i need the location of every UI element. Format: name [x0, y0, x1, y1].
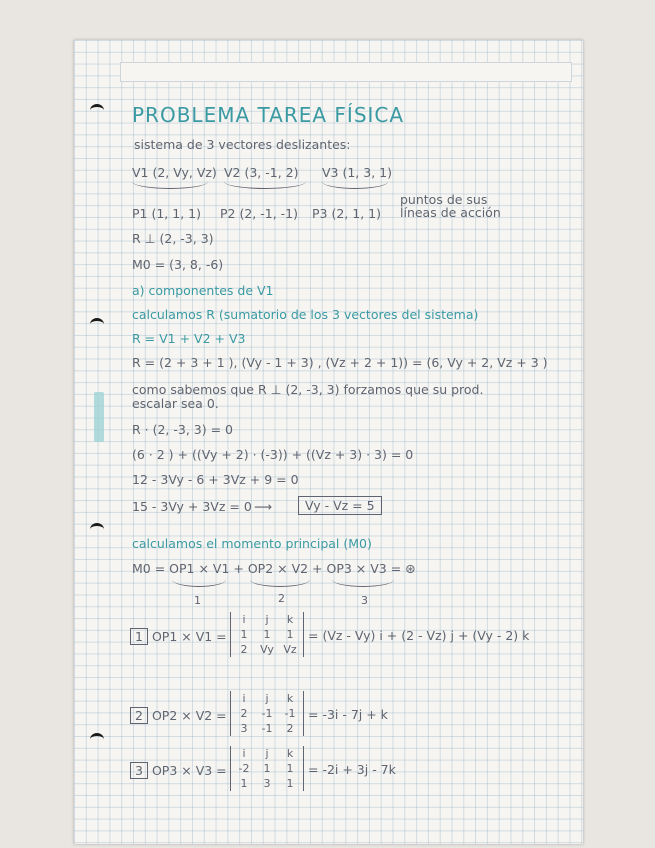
det3-label: OP3 × V3 = — [151, 763, 227, 778]
header-box — [120, 62, 572, 82]
det1-result: = (Vz - Vy) i + (2 - Vz) j + (Vy - 2) k — [308, 628, 530, 643]
det2-result: = -3i - 7j + k — [308, 707, 388, 722]
points-note-2: líneas de acción — [400, 205, 501, 220]
step-5: escalar sea 0. — [132, 396, 219, 411]
det2-row: 3 -1 2 — [240, 722, 294, 735]
step-3: R = (2 + 3 + 1 ), (Vy - 1 + 3) , (Vz + 2 + 1)) = (6, Vy + 2, Vz + 3 ) — [132, 355, 548, 370]
term-label-3: 3 — [361, 594, 368, 607]
term-label-2: 2 — [278, 592, 285, 605]
step-11: M0 = OP1 × V1 + OP2 × V2 + OP3 × V3 = ⊛ — [132, 561, 416, 576]
det1-label: OP1 × V1 = — [151, 629, 227, 644]
binder-hole — [90, 104, 104, 117]
det3-matrix — [230, 746, 304, 791]
det2-lhs — [130, 707, 227, 724]
point-1: P1 (1, 1, 1) — [132, 206, 201, 221]
step-1: calculamos R (sumatorio de los 3 vectores del sistema) — [132, 307, 479, 322]
point-3: P3 (2, 1, 1) — [312, 206, 381, 221]
vector-3: V3 (1, 3, 1) — [322, 165, 392, 180]
brace-term-2 — [250, 578, 310, 587]
step-2: R = V1 + V2 + V3 — [132, 331, 246, 346]
det2-row: i j k — [242, 692, 294, 705]
det1-row: 2 Vy Vz — [240, 643, 297, 656]
result-box: Vy - Vz = 5 — [298, 496, 382, 515]
intro-line: sistema de 3 vectores deslizantes: — [134, 137, 351, 152]
det2-row: 2 -1 -1 — [240, 707, 296, 720]
step-9: 15 - 3Vy + 3Vz = 0 — [132, 499, 252, 514]
det1-tag: 1 — [130, 628, 148, 645]
points-note-1: puntos de sus — [400, 192, 488, 207]
brace-term-1 — [172, 578, 226, 587]
binder-hole — [90, 523, 104, 536]
det3-row: -2 1 1 — [238, 762, 294, 775]
step-10: calculamos el momento principal (M0) — [132, 536, 372, 551]
result-arrow: ⟶ — [254, 499, 272, 514]
det3-result: = -2i + 3j - 7k — [308, 762, 396, 777]
brace-term-3 — [332, 578, 394, 587]
vector-2: V2 (3, -1, 2) — [224, 165, 299, 180]
det1-matrix — [230, 612, 304, 657]
det3-tag: 3 — [130, 762, 148, 779]
det2-label: OP2 × V2 = — [151, 708, 227, 723]
condition-r: R ⊥ (2, -3, 3) — [132, 231, 214, 246]
notebook-page — [74, 40, 583, 844]
det2-tag: 2 — [130, 707, 148, 724]
vector-1: V1 (2, Vy, Vz) — [132, 165, 217, 180]
step-7: (6 · 2 ) + ((Vy + 2) · (-3)) + ((Vz + 3) · 3) = 0 — [132, 447, 414, 462]
part-a-heading: a) componentes de V1 — [132, 283, 274, 298]
binder-hole — [90, 733, 104, 746]
det1-row: 1 1 1 — [240, 628, 294, 641]
det3-row: i j k — [242, 747, 294, 760]
side-tab — [94, 392, 104, 442]
det1-lhs — [130, 628, 227, 645]
binder-hole — [90, 318, 104, 331]
step-8: 12 - 3Vy - 6 + 3Vz + 9 = 0 — [132, 472, 299, 487]
det2-matrix — [230, 691, 304, 736]
brace-v1 — [132, 180, 208, 189]
det3-row: 1 3 1 — [240, 777, 294, 790]
page-title: PROBLEMA TAREA FÍSICA — [132, 103, 405, 127]
brace-v3 — [322, 180, 388, 189]
det1-row: i j k — [242, 613, 294, 626]
det3-lhs — [130, 762, 227, 779]
step-6: R · (2, -3, 3) = 0 — [132, 422, 233, 437]
step-4: como sabemos que R ⊥ (2, -3, 3) forzamos que su prod. — [132, 382, 484, 397]
term-label-1: 1 — [194, 594, 201, 607]
brace-v2 — [224, 180, 306, 189]
condition-m: M0 = (3, 8, -6) — [132, 257, 224, 272]
point-2: P2 (2, -1, -1) — [220, 206, 298, 221]
